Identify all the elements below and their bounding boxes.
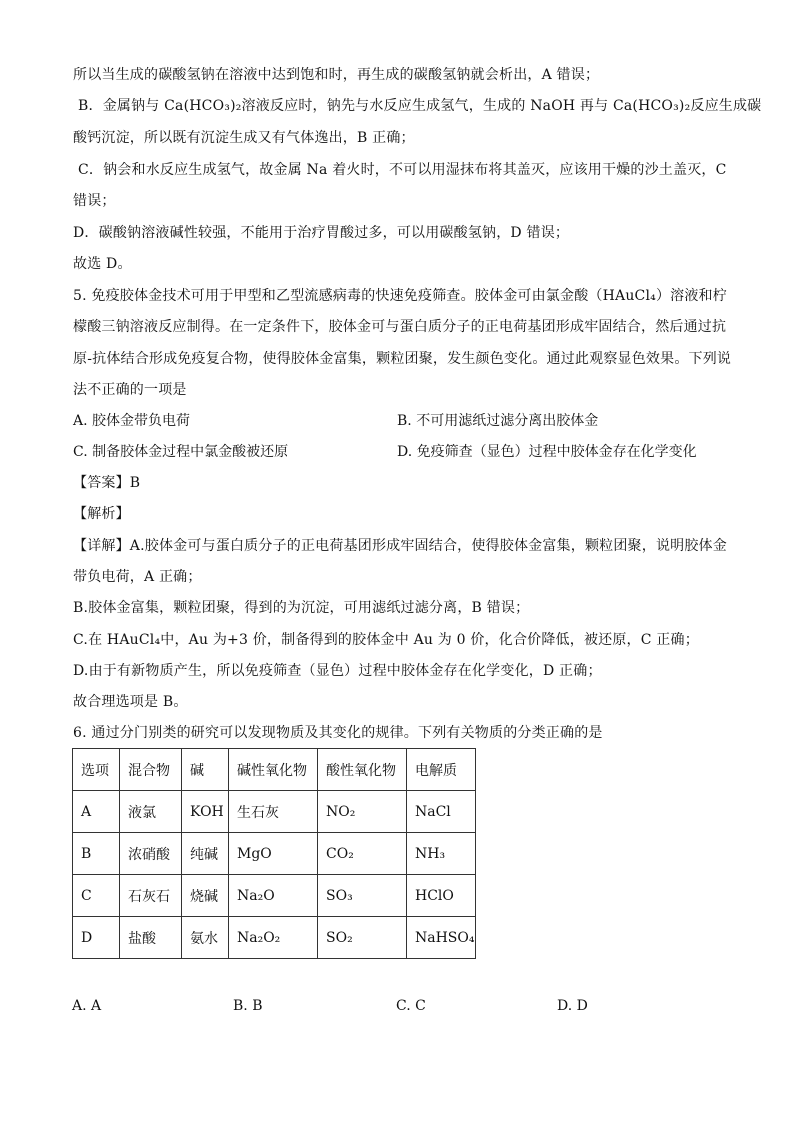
text-line: C．钠会和水反应生成氢气，故金属 Na 着火时，不可以用湿抹布将其盖灭，应该用干燥的沙土盖灭，C: [78, 162, 727, 178]
explanation-line: C.在 HAuCl₄中，Au 为+3 价，制备得到的胶体金中 Au 为 0 价，化合价降低，被还原，C 正确；: [73, 632, 699, 648]
table-cell: SO₂: [318, 917, 407, 959]
table-header-cell: 碱: [182, 749, 229, 791]
text-line: 错误；: [73, 193, 116, 209]
question-5-stem: 檬酸三钠溶液反应制得。在一定条件下，胶体金可与蛋白质分子的正电荷基团形成牢固结合，然后通过抗: [73, 319, 727, 335]
table-row: [73, 791, 476, 833]
table-cell: KOH: [182, 791, 229, 833]
table-header-cell: 酸性氧化物: [318, 749, 407, 791]
table-header-cell: 电解质: [407, 749, 476, 791]
answer-line: 【答案】B: [73, 475, 141, 491]
table-cell: 烧碱: [182, 875, 229, 917]
table-cell: SO₃: [318, 875, 407, 917]
question-5-stem: 5. 免疫胶体金技术可用于甲型和乙型流感病毒的快速免疫筛查。胶体金可由氯金酸（HAuCl₄）溶液和柠: [73, 288, 727, 304]
table-cell: 氨水: [182, 917, 229, 959]
table-header-cell: 碱性氧化物: [229, 749, 318, 791]
question-6-option-d: D. D: [557, 998, 588, 1014]
table-cell: Na₂O: [229, 875, 318, 917]
explanation-line: 故合理选项是 B。: [73, 694, 188, 710]
table-row: [73, 917, 476, 959]
table-cell: 石灰石: [120, 875, 182, 917]
explanation-line: 【详解】A.胶体金可与蛋白质分子的正电荷基团形成牢固结合，使得胶体金富集，颗粒团聚，说明胶体金: [73, 538, 727, 554]
table-cell: MgO: [229, 833, 318, 875]
table-cell: B: [73, 833, 120, 875]
table-cell: NO₂: [318, 791, 407, 833]
table-cell: D: [73, 917, 120, 959]
table-header-cell: 混合物: [120, 749, 182, 791]
text-line: 所以当生成的碳酸氢钠在溶液中达到饱和时，再生成的碳酸氢钠就会析出，A 错误；: [73, 67, 600, 83]
table-cell: CO₂: [318, 833, 407, 875]
table-header-cell: 选项: [73, 749, 120, 791]
question-5-option-a: A. 胶体金带负电荷: [73, 413, 191, 429]
table-cell: A: [73, 791, 120, 833]
table-cell: 纯碱: [182, 833, 229, 875]
table-cell: 盐酸: [120, 917, 182, 959]
table-cell: NaCl: [407, 791, 476, 833]
table-cell: 浓硝酸: [120, 833, 182, 875]
question-5-stem: 原-抗体结合形成免疫复合物，使得胶体金富集，颗粒团聚，发生颜色变化。通过此观察显色效果。下列说: [73, 351, 732, 367]
question-6-stem: 6. 通过分门别类的研究可以发现物质及其变化的规律。下列有关物质的分类正确的是: [73, 725, 603, 741]
question-5-option-d: D. 免疫筛查（显色）过程中胶体金存在化学变化: [397, 444, 697, 460]
question-5-option-b: B. 不可用滤纸过滤分离出胶体金: [397, 413, 599, 429]
text-line: 酸钙沉淀，所以既有沉淀生成又有气体逸出，B 正确；: [73, 130, 415, 146]
text-line: B．金属钠与 Ca(HCO₃)₂溶液反应时，钠先与水反应生成氢气，生成的 NaOH 再与 Ca(HCO₃)₂反应生成碳: [78, 98, 762, 114]
table-row: [73, 833, 476, 875]
text-line: D．碳酸钠溶液碱性较强，不能用于治疗胃酸过多，可以用碳酸氢钠，D 错误；: [73, 225, 570, 241]
question-6-option-b: B. B: [233, 998, 263, 1014]
table-cell: Na₂O₂: [229, 917, 318, 959]
question-6-option-a: A. A: [72, 998, 102, 1014]
explanation-line: 带负电荷，A 正确；: [73, 569, 202, 585]
question-6-option-c: C. C: [396, 998, 426, 1014]
table-row: [73, 875, 476, 917]
text-line: 故选 D。: [73, 256, 132, 272]
table-cell: NH₃: [407, 833, 476, 875]
explanation-line: B.胶体金富集，颗粒团聚，得到的为沉淀，可用滤纸过滤分离，B 错误；: [73, 600, 530, 616]
table-cell: HClO: [407, 875, 476, 917]
analysis-label: 【解析】: [73, 506, 130, 522]
table-cell: 液氯: [120, 791, 182, 833]
classification-table: [72, 748, 476, 959]
explanation-line: D.由于有新物质产生，所以免疫筛查（显色）过程中胶体金存在化学变化，D 正确；: [73, 663, 602, 679]
table-header-row: [73, 749, 476, 791]
question-5-option-c: C. 制备胶体金过程中氯金酸被还原: [73, 444, 289, 460]
table-cell: C: [73, 875, 120, 917]
question-5-stem: 法不正确的一项是: [73, 382, 187, 398]
table-cell: 生石灰: [229, 791, 318, 833]
table-cell: NaHSO₄: [407, 917, 476, 959]
